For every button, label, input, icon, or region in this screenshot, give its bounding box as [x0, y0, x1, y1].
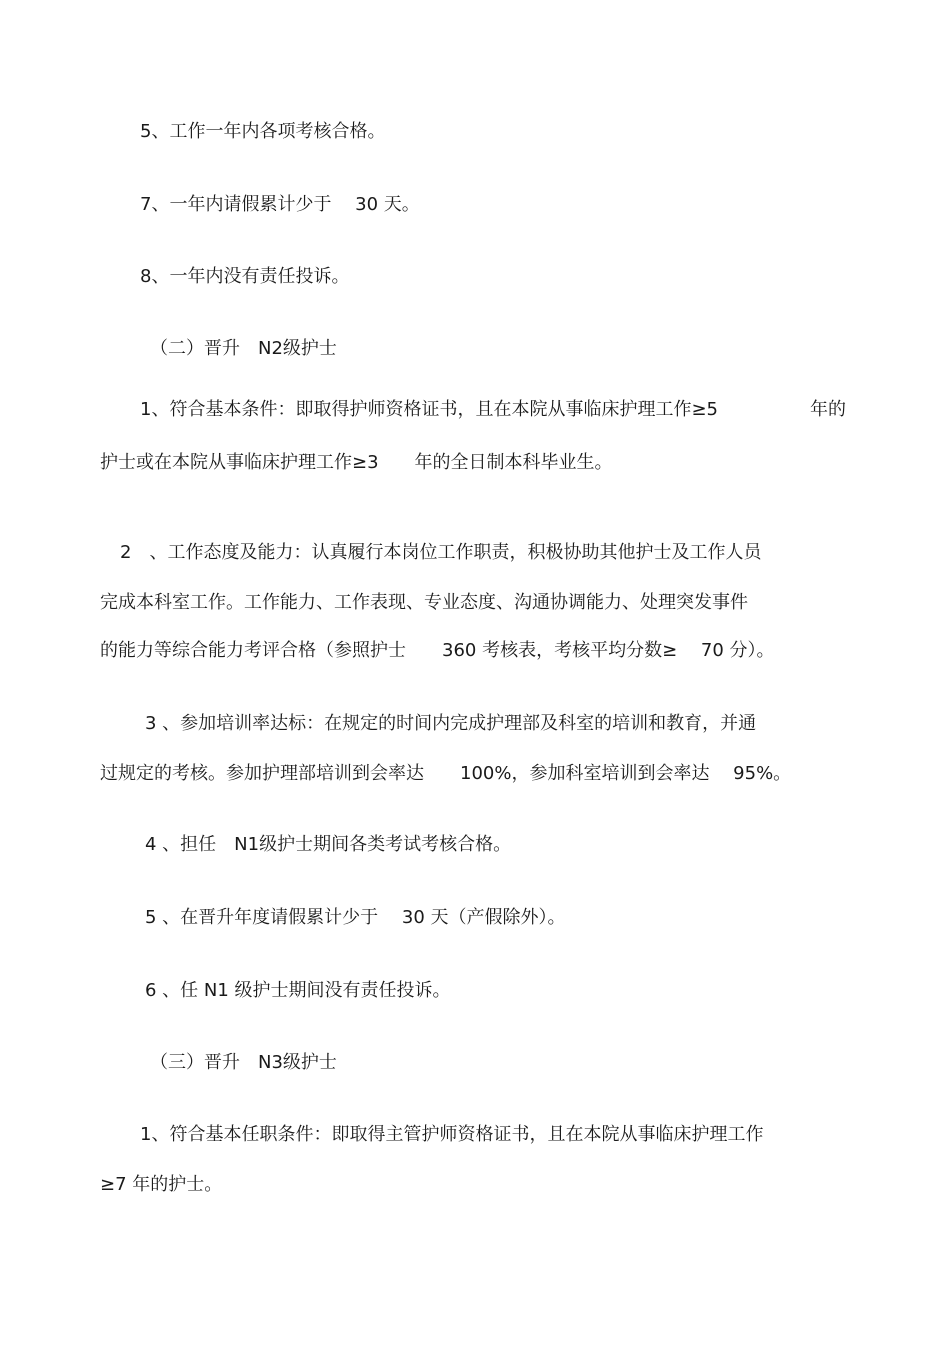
n2-item-1-basic-conditions: 1、符合基本条件：即取得护师资格证书，且在本院从事临床护理工作≥5 [140, 399, 718, 420]
n3-item-1-continuation: ≥7 年的护士。 [100, 1174, 223, 1195]
n2-item-3-training-rate: 3 、参加培训率达标：在规定的时间内完成护理部及科室的培训和教育，并通 [145, 713, 757, 734]
n2-item-2-continuation-1: 完成本科室工作。工作能力、工作表现、专业态度、沟通协调能力、处理突发事件 [100, 592, 748, 613]
section-heading-n2: （二）晋升 N2级护士 [150, 338, 337, 359]
item-7-leave-limit: 7、一年内请假累计少于 30 天。 [140, 194, 420, 215]
item-8-no-complaints: 8、一年内没有责任投诉。 [140, 266, 350, 287]
n2-item-4-exams: 4 、担任 N1级护士期间各类考试考核合格。 [145, 834, 512, 855]
n2-item-6-no-complaints: 6 、任 N1 级护士期间没有责任投诉。 [145, 980, 451, 1001]
n2-item-1-basic-conditions-tail: 年的 [810, 399, 846, 420]
item-5-annual-assessment: 5、工作一年内各项考核合格。 [140, 121, 386, 142]
n2-item-5-leave-limit: 5 、在晋升年度请假累计少于 30 天（产假除外）。 [145, 907, 566, 928]
n3-item-1-basic-conditions: 1、符合基本任职条件：即取得主管护师资格证书，且在本院从事临床护理工作 [140, 1124, 764, 1145]
section-heading-n3: （三）晋升 N3级护士 [150, 1052, 337, 1073]
n2-item-1-continuation: 护士或在本院从事临床护理工作≥3 年的全日制本科毕业生。 [100, 452, 613, 473]
n2-item-2-continuation-2: 的能力等综合能力考评合格（参照护士 360 考核表，考核平均分数≥ 70 分）。 [100, 640, 775, 661]
n2-item-3-continuation: 过规定的考核。参加护理部培训到会率达 100%，参加科室培训到会率达 95%。 [100, 763, 792, 784]
n2-item-2-attitude-ability: 2 、工作态度及能力：认真履行本岗位工作职责，积极协助其他护士及工作人员 [120, 542, 762, 563]
